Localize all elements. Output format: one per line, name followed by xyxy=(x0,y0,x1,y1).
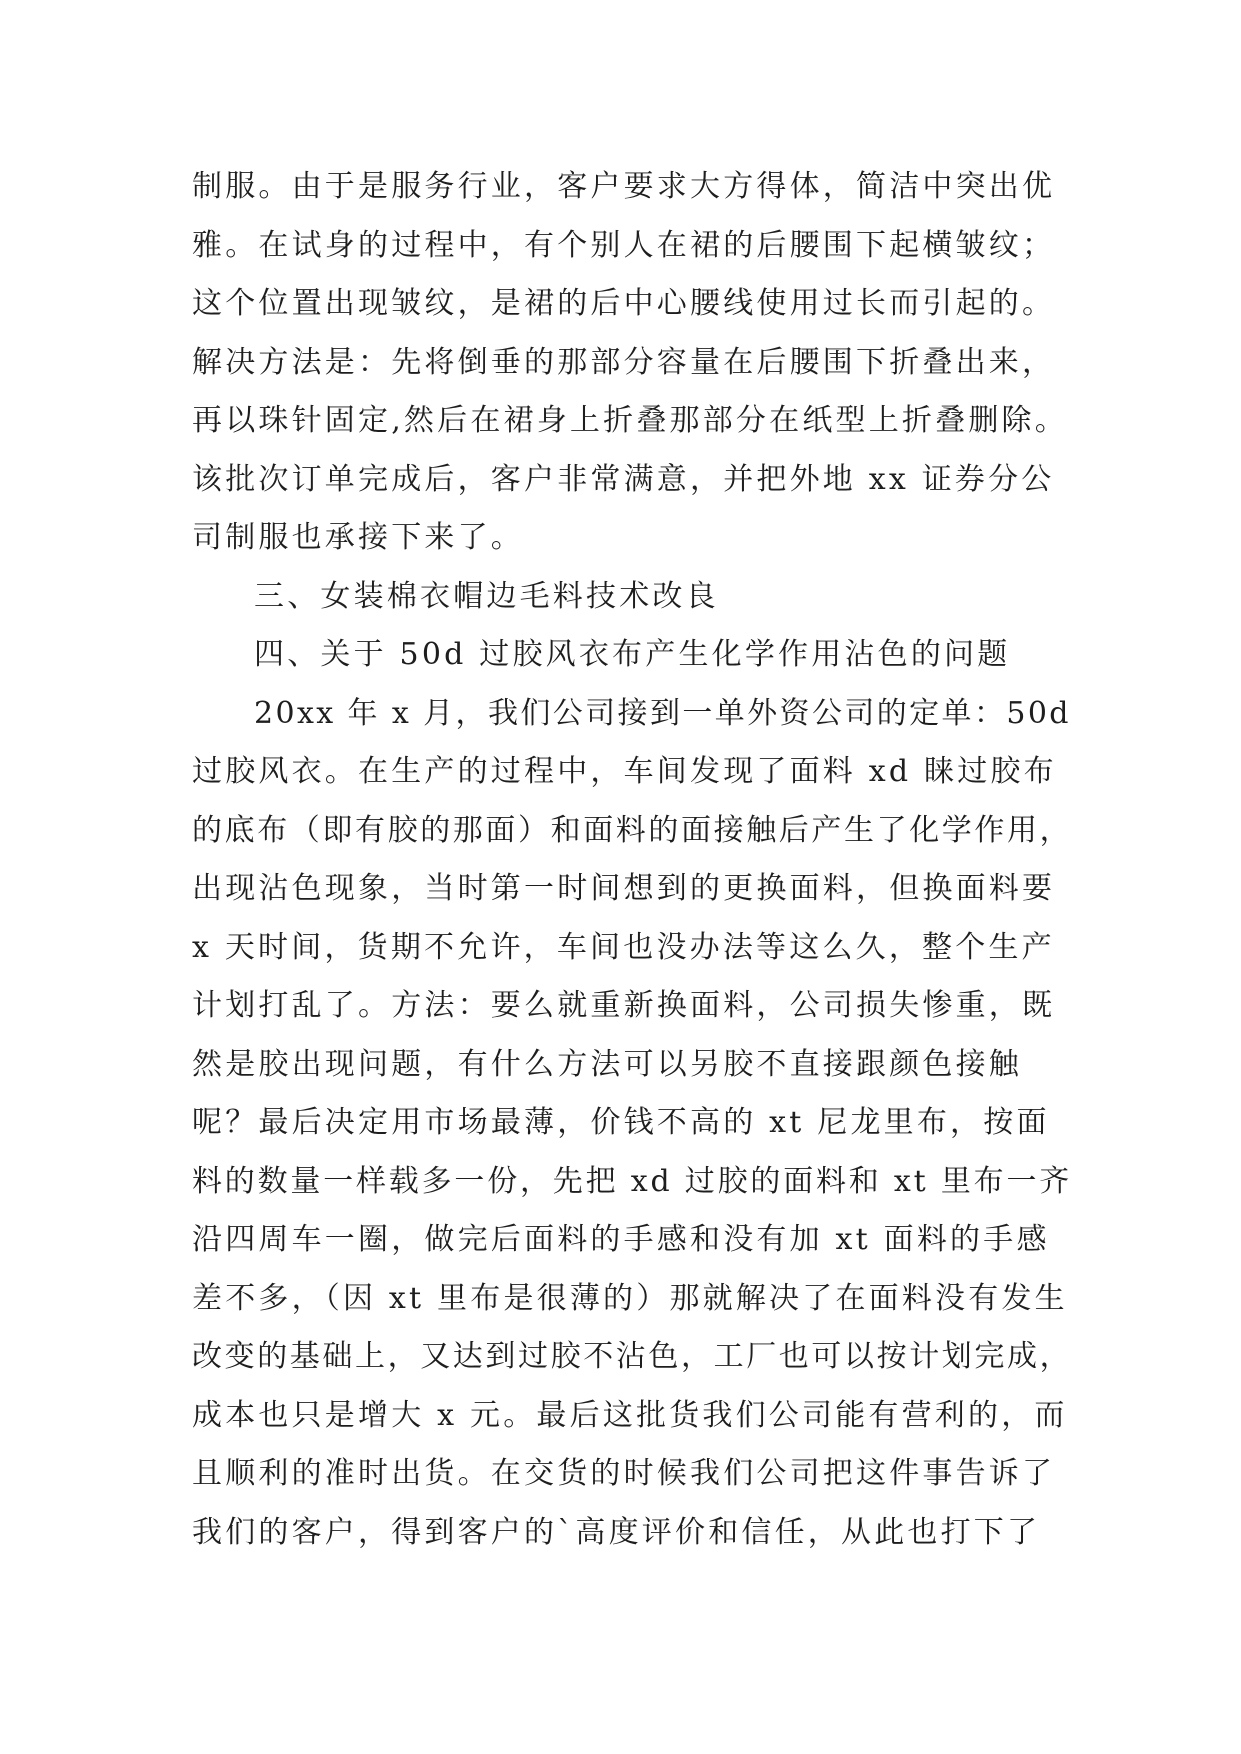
text-line: 呢？最后决定用市场最薄，价钱不高的 xt 尼龙里布，按面 xyxy=(192,1105,1050,1140)
text-line: 我们的客户，得到客户的`高度评价和信任，从此也打下了 xyxy=(192,1514,1041,1550)
text-line: 再以珠针固定,然后在裙身上折叠那部分在纸型上折叠删除。 xyxy=(192,403,1068,438)
text-line: 然是胶出现问题，有什么方法可以另胶不直接跟颜色接触 xyxy=(192,1046,1022,1082)
text-line: 沿四周车一圈，做完后面料的手感和没有加 xt 面料的手感 xyxy=(192,1222,1050,1257)
document-body xyxy=(192,158,1072,1562)
text-line: 的底布（即有胶的那面）和面料的面接触后产生了化学作用， xyxy=(192,812,1073,848)
text-line: 过胶风衣。在生产的过程中，车间发现了面料 xd 睐过胶布 xyxy=(192,754,1057,789)
text-line: 20xx 年 x 月，我们公司接到一单外资公司的定单：50d xyxy=(254,695,1071,731)
text-line: 司制服也承接下来了。 xyxy=(192,520,524,555)
text-line: 雅。在试身的过程中，有个别人在裙的后腰围下起横皱纹； xyxy=(192,227,1056,263)
text-line: 料的数量一样载多一份，先把 xd 过胶的面料和 xt 里布一齐 xyxy=(192,1163,1073,1199)
text-line: 成本也只是增大 x 元。最后这批货我们公司能有营利的，而 xyxy=(192,1397,1068,1433)
text-line: 出现沾色现象，当时第一时间想到的更换面料，但换面料要 xyxy=(192,871,1056,906)
text-line: 三、女装棉衣帽边毛料技术改良 xyxy=(254,578,719,614)
text-line: 四、关于 50d 过胶风衣布产生化学作用沾色的问题 xyxy=(254,637,1011,672)
text-line: 差不多，（因 xt 里布是很薄的）那就解决了在面料没有发生 xyxy=(192,1280,1068,1316)
text-line: 制服。由于是服务行业，客户要求大方得体，简洁中突出优 xyxy=(192,169,1056,204)
text-line: 该批次订单完成后，客户非常满意，并把外地 xx 证券分公 xyxy=(192,461,1055,497)
text-line: 这个位置出现皱纹，是裙的后中心腰线使用过长而引起的。 xyxy=(192,286,1056,321)
text-line: 且顺利的准时出货。在交货的时候我们公司把这件事告诉了 xyxy=(192,1456,1056,1491)
text-line: x 天时间，货期不允许，车间也没办法等这么久，整个生产 xyxy=(192,929,1055,965)
text-line: 改变的基础上，又达到过胶不沾色，工厂也可以按计划完成， xyxy=(192,1339,1073,1374)
text-line: 计划打乱了。方法：要么就重新换面料，公司损失惨重，既 xyxy=(192,988,1056,1023)
text-line: 解决方法是：先将倒垂的那部分容量在后腰围下折叠出来， xyxy=(192,344,1056,380)
